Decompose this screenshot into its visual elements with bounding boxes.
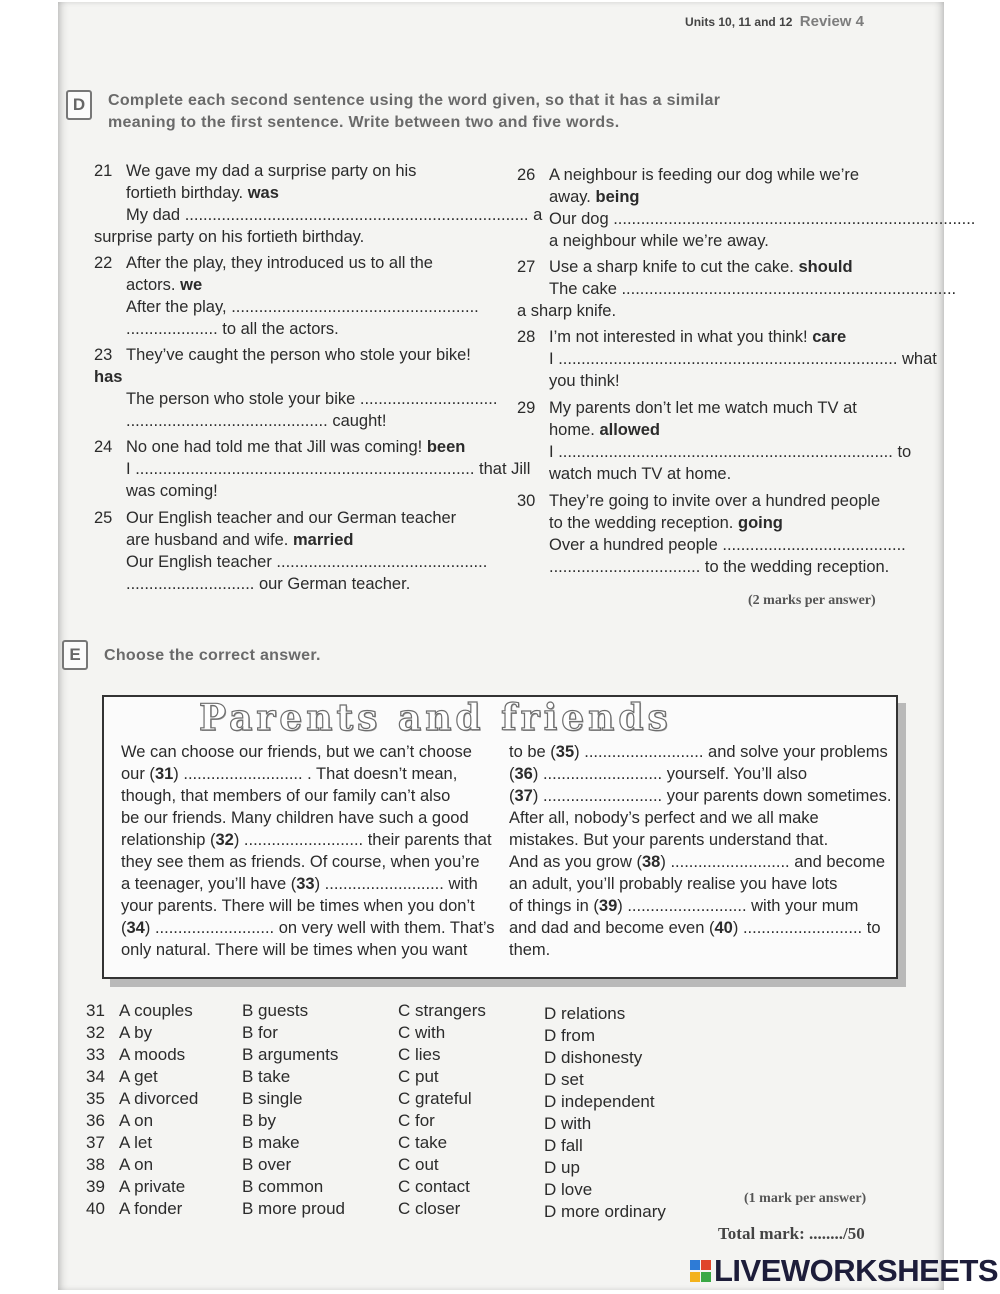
- option-d[interactable]: D relations: [544, 1004, 626, 1023]
- key-word: been: [426, 438, 466, 456]
- options-column-d: [544, 1003, 666, 1223]
- answer-blank[interactable]: ..............................................: [276, 553, 488, 571]
- text-run: ): [732, 919, 743, 937]
- section-d-letter: D: [66, 90, 92, 120]
- option-d[interactable]: D love: [544, 1180, 593, 1199]
- question-text: home.: [549, 421, 595, 439]
- text-line: [509, 829, 891, 851]
- text-line: [509, 763, 891, 785]
- reading-title: Parents and friends: [199, 697, 672, 739]
- answer-prefix: Our English teacher: [126, 553, 272, 571]
- answer-blank[interactable]: .........................................................................: [621, 280, 957, 298]
- text-run: yourself. You’ll also: [662, 765, 808, 783]
- question-text: fortieth birthday.: [126, 184, 244, 202]
- answer-suffix: you think!: [549, 372, 620, 390]
- question-23: [94, 344, 497, 432]
- option-number: 39: [86, 1177, 105, 1196]
- answer-suffix: a sharp knife.: [517, 302, 617, 320]
- option-b[interactable]: B arguments: [242, 1045, 339, 1064]
- text-run: and dad and become even (: [509, 919, 715, 937]
- option-a[interactable]: A private: [119, 1177, 186, 1196]
- option-c[interactable]: C with: [398, 1023, 446, 1042]
- text-run: a teenager, you’ll have (: [121, 875, 297, 893]
- gap-number: 32: [215, 831, 234, 849]
- key-word: care: [812, 328, 847, 346]
- text-run: We can choose our friends, but we can’t choose: [121, 743, 472, 761]
- liveworksheets-watermark: [690, 1253, 998, 1289]
- key-word: we: [180, 276, 203, 294]
- option-a[interactable]: A get: [119, 1067, 158, 1086]
- text-run: their parents that: [363, 831, 492, 849]
- gap-blank[interactable]: ..........................: [243, 831, 364, 849]
- answer-suffix: caught!: [332, 412, 387, 430]
- text-run: be our friends. Many children have such a good: [121, 809, 469, 827]
- section-e-marks: (1 mark per answer): [744, 1191, 867, 1206]
- question-29: [517, 397, 911, 485]
- key-word: has: [94, 368, 123, 386]
- text-run: ): [314, 875, 325, 893]
- units-label: Units 10, 11 and 12: [685, 15, 793, 29]
- text-line: [121, 807, 495, 829]
- option-b[interactable]: B take: [242, 1067, 291, 1086]
- section-d-instruction: [108, 90, 720, 134]
- answer-blank[interactable]: .................................: [549, 558, 701, 576]
- answer-prefix: I: [126, 460, 131, 478]
- key-word: allowed: [599, 421, 660, 439]
- text-run: an adult, you’ll probably realise you have lots: [509, 875, 838, 893]
- instruction-line: Complete each second sentence using the word given, so that it has a similar: [108, 92, 721, 109]
- instruction-line: meaning to the first sentence. Write between two and five words.: [108, 114, 620, 131]
- option-number: 32: [86, 1023, 105, 1042]
- text-line: [121, 895, 495, 917]
- text-line: [509, 895, 891, 917]
- question-26: [517, 164, 975, 252]
- answer-prefix: I: [549, 443, 554, 461]
- text-line: [509, 851, 891, 873]
- answer-blank[interactable]: ....................: [126, 320, 218, 338]
- option-b[interactable]: B single: [242, 1089, 303, 1108]
- answer-suffix: to: [897, 443, 912, 461]
- text-run: ): [144, 919, 155, 937]
- text-run: . That doesn’t mean,: [302, 765, 458, 783]
- answer-prefix: My dad: [126, 206, 181, 224]
- answer-suffix: that Jill: [479, 460, 531, 478]
- answer-prefix: I: [549, 350, 554, 368]
- text-line: [509, 939, 891, 961]
- text-line: [121, 785, 495, 807]
- text-run: to be (: [509, 743, 556, 761]
- text-run: relationship (: [121, 831, 216, 849]
- option-d[interactable]: D fall: [544, 1136, 583, 1155]
- text-run: ): [532, 765, 543, 783]
- option-b[interactable]: B common: [242, 1177, 324, 1196]
- option-b[interactable]: B over: [242, 1155, 292, 1174]
- total-mark: Total mark: ......../50: [718, 1224, 865, 1243]
- gap-number: 40: [714, 919, 733, 937]
- question-text: After the play, they introduced us to all the: [126, 254, 433, 272]
- answer-prefix: After the play,: [126, 298, 227, 316]
- gap-number: 39: [598, 897, 618, 915]
- text-run: ): [532, 787, 543, 805]
- question-22: [94, 252, 479, 340]
- text-run: ): [574, 743, 585, 761]
- question-number: 23: [94, 346, 113, 364]
- key-word: should: [798, 258, 853, 276]
- text-line: [121, 829, 495, 851]
- answer-prefix: The cake: [549, 280, 617, 298]
- option-number: 33: [86, 1045, 105, 1064]
- text-run: they see them as friends. Of course, when you’re: [121, 853, 480, 871]
- liveworksheets-text: LIVEWORKSHEETS: [714, 1253, 999, 1288]
- question-text: I’m not interested in what you think!: [549, 328, 808, 346]
- option-d[interactable]: D more ordinary: [544, 1202, 666, 1221]
- answer-blank[interactable]: ............................: [126, 575, 255, 593]
- section-e-letter: E: [62, 640, 88, 670]
- text-run: ): [233, 831, 244, 849]
- answer-suffix: to all the actors.: [222, 320, 339, 338]
- answer-suffix: a neighbour while we’re away.: [549, 232, 769, 250]
- question-number: 21: [94, 162, 113, 180]
- option-a[interactable]: A couples: [119, 1001, 193, 1020]
- text-line: [121, 763, 495, 785]
- question-text: They’re going to invite over a hundred people: [549, 492, 881, 510]
- question-number: 29: [517, 399, 536, 417]
- text-run: on very well with them. That’s: [274, 919, 495, 937]
- text-run: our (: [121, 765, 155, 783]
- text-run: and solve your problems: [703, 743, 888, 761]
- question-text: A neighbour is feeding our dog while we’re: [549, 166, 860, 184]
- answer-suffix: our German teacher.: [258, 575, 411, 593]
- text-run: And as you grow (: [509, 853, 642, 871]
- option-c[interactable]: C lies: [398, 1045, 441, 1064]
- options-numbers: [86, 1000, 105, 1220]
- answer-suffix: surprise party on his fortieth birthday.: [94, 228, 365, 246]
- option-d[interactable]: D up: [544, 1158, 580, 1177]
- question-number: 25: [94, 509, 113, 527]
- answer-blank[interactable]: ...............................................................................: [613, 210, 976, 228]
- option-d[interactable]: D from: [544, 1026, 595, 1045]
- text-line: [121, 939, 495, 961]
- question-text: My parents don’t let me watch much TV at: [549, 399, 857, 417]
- answer-suffix: what: [902, 350, 937, 368]
- text-run: and become: [789, 853, 886, 871]
- gap-number: 37: [514, 787, 533, 805]
- gap-number: 34: [126, 919, 145, 937]
- option-d[interactable]: D with: [544, 1114, 592, 1133]
- reading-text-box: [102, 695, 898, 979]
- question-text: away.: [549, 188, 591, 206]
- option-b[interactable]: B for: [242, 1023, 278, 1042]
- option-number: 36: [86, 1111, 105, 1130]
- text-line: [509, 741, 891, 763]
- text-run: with your mum: [746, 897, 859, 915]
- answer-blank[interactable]: ........................................: [722, 536, 906, 554]
- option-a[interactable]: A moods: [119, 1045, 186, 1064]
- text-run: ): [173, 765, 184, 783]
- option-c[interactable]: C put: [398, 1067, 439, 1086]
- option-number: 40: [86, 1199, 105, 1218]
- section-d-marks: (2 marks per answer): [748, 593, 876, 608]
- answer-suffix: watch much TV at home.: [549, 465, 732, 483]
- gap-number: 36: [514, 765, 533, 783]
- gap-blank[interactable]: ..........................: [542, 765, 663, 783]
- question-number: 26: [517, 166, 536, 184]
- gap-blank[interactable]: ..........................: [542, 787, 663, 805]
- question-text: Our English teacher and our German teacher: [126, 509, 457, 527]
- key-word: was: [247, 184, 279, 202]
- answer-suffix: was coming!: [126, 482, 218, 500]
- question-number: 24: [94, 438, 113, 456]
- text-run: ): [617, 897, 628, 915]
- text-run: of things in (: [509, 897, 599, 915]
- gap-blank[interactable]: ..........................: [670, 853, 790, 871]
- text-run: After all, nobody’s perfect and we all make: [509, 809, 819, 827]
- text-run: them.: [509, 941, 551, 959]
- option-c[interactable]: C closer: [398, 1199, 461, 1218]
- option-c[interactable]: C out: [398, 1155, 439, 1174]
- text-run: (: [509, 765, 515, 783]
- option-c[interactable]: C grateful: [398, 1089, 472, 1108]
- answer-suffix: to the wedding reception.: [704, 558, 890, 576]
- option-b[interactable]: B make: [242, 1133, 300, 1152]
- key-word: going: [737, 514, 783, 532]
- question-21: [94, 160, 542, 248]
- answer-suffix: a: [533, 206, 543, 224]
- gap-blank[interactable]: ..........................: [584, 743, 704, 761]
- text-run: mistakes. But your parents understand that.: [509, 831, 829, 849]
- text-run: to: [862, 919, 881, 937]
- gap-blank[interactable]: ..........................: [154, 919, 275, 937]
- text-run: (: [509, 787, 515, 805]
- question-28: [517, 326, 937, 392]
- text-run: only natural. There will be times when you want: [121, 941, 468, 959]
- option-d[interactable]: D set: [544, 1070, 584, 1089]
- answer-prefix: The person who stole your bike: [126, 390, 356, 408]
- option-a[interactable]: A fonder: [119, 1199, 183, 1218]
- option-b[interactable]: B more proud: [242, 1199, 345, 1218]
- question-number: 30: [517, 492, 536, 510]
- gap-blank[interactable]: ..........................: [742, 919, 863, 937]
- section-e-instruction: Choose the correct answer.: [104, 647, 321, 664]
- answer-prefix: Our dog: [549, 210, 609, 228]
- question-number: 22: [94, 254, 113, 272]
- text-line: [121, 917, 495, 939]
- option-number: 35: [86, 1089, 105, 1108]
- option-a[interactable]: A on: [119, 1111, 154, 1130]
- question-text: Use a sharp knife to cut the cake.: [549, 258, 794, 276]
- options-column-a: [119, 1000, 198, 1220]
- option-b[interactable]: B by: [242, 1111, 277, 1130]
- question-25: [94, 507, 487, 595]
- answer-blank[interactable]: ..........................................................................: [135, 460, 475, 478]
- answer-blank[interactable]: ..........................................................................: [558, 350, 898, 368]
- question-number: 28: [517, 328, 536, 346]
- option-a[interactable]: A let: [119, 1133, 153, 1152]
- text-line: [121, 741, 495, 763]
- text-line: [509, 807, 891, 829]
- gap-number: 31: [154, 765, 174, 783]
- text-run: (: [121, 919, 127, 937]
- gap-number: 33: [296, 875, 315, 893]
- question-text: actors.: [126, 276, 176, 294]
- question-text: They’ve caught the person who stole your bike!: [126, 346, 471, 364]
- text-line: [121, 851, 495, 873]
- question-text: to the wedding reception.: [549, 514, 734, 532]
- answer-blank[interactable]: ...........................................................................: [184, 206, 529, 224]
- question-30: [517, 490, 906, 578]
- option-c[interactable]: C take: [398, 1133, 448, 1152]
- option-a[interactable]: A by: [119, 1023, 153, 1042]
- question-text: We gave my dad a surprise party on his: [126, 162, 417, 180]
- option-a[interactable]: A on: [119, 1155, 154, 1174]
- page-header: [685, 13, 864, 30]
- question-number: 27: [517, 258, 536, 276]
- gap-blank[interactable]: ..........................: [627, 897, 747, 915]
- option-d[interactable]: D dishonesty: [544, 1048, 643, 1067]
- question-27: [517, 256, 956, 322]
- option-number: 31: [86, 1001, 105, 1020]
- question-text: No one had told me that Jill was coming!: [126, 438, 423, 456]
- answer-prefix: Over a hundred people: [549, 536, 718, 554]
- gap-blank[interactable]: ..........................: [324, 875, 444, 893]
- text-run: though, that members of our family can’t also: [121, 787, 451, 805]
- text-run: your parents. There will be times when you don’t: [121, 897, 475, 915]
- option-a[interactable]: A divorced: [119, 1089, 199, 1108]
- option-c[interactable]: C contact: [398, 1177, 470, 1196]
- answer-blank[interactable]: ............................................: [126, 412, 328, 430]
- question-text: are husband and wife.: [126, 531, 289, 549]
- text-line: [509, 785, 891, 807]
- text-run: your parents down sometimes.: [662, 787, 892, 805]
- key-word: married: [292, 531, 354, 549]
- option-number: 34: [86, 1067, 105, 1086]
- answer-blank[interactable]: ......................................................: [231, 298, 479, 316]
- option-number: 37: [86, 1133, 105, 1152]
- liveworksheets-logo-icon: [690, 1256, 712, 1282]
- text-line: [509, 917, 891, 939]
- reading-right-column: [509, 741, 891, 961]
- gap-number: 38: [641, 853, 661, 871]
- option-c[interactable]: C strangers: [398, 1001, 486, 1020]
- text-line: [509, 873, 891, 895]
- text-run: with: [443, 875, 478, 893]
- option-number: 38: [86, 1155, 105, 1174]
- text-run: ): [660, 853, 671, 871]
- options-column-c: [398, 1000, 486, 1220]
- reading-left-column: [121, 741, 495, 961]
- answer-blank[interactable]: .........................................................................: [558, 443, 893, 461]
- options-column-b: [242, 1000, 345, 1220]
- key-word: being: [595, 188, 640, 206]
- answer-blank[interactable]: ..............................: [359, 390, 498, 408]
- gap-number: 35: [555, 743, 575, 761]
- option-c[interactable]: C for: [398, 1111, 435, 1130]
- gap-blank[interactable]: ..........................: [183, 765, 303, 783]
- option-d[interactable]: D independent: [544, 1092, 655, 1111]
- option-b[interactable]: B guests: [242, 1001, 309, 1020]
- review-label: Review 4: [799, 13, 864, 30]
- text-line: [121, 873, 495, 895]
- question-24: [94, 436, 530, 502]
